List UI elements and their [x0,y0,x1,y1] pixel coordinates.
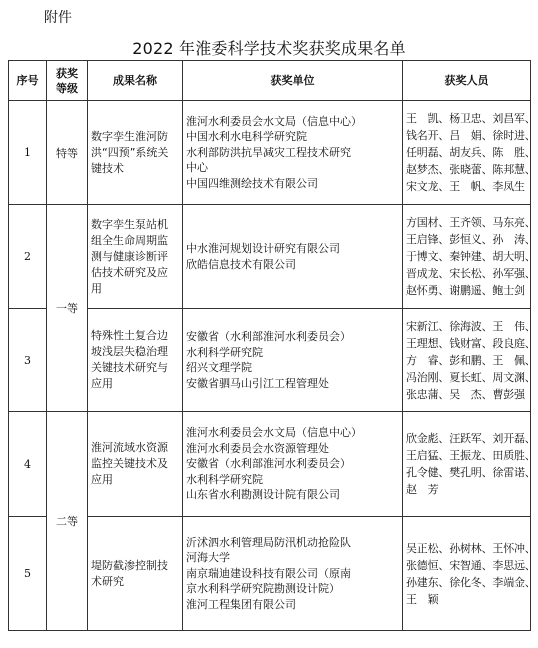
achievement-name [88,517,183,631]
cell-line: 王启锋、彭恒义、孙 涛、 [406,233,536,246]
cell-line: 中水淮河规划设计研究有限公司 [186,242,340,255]
cell-line: 测与健康诊断评 [91,249,168,263]
cell-line: 数字孪生泵站机 [91,217,168,231]
cell-line: 任明磊、胡友兵、陈 胜、 [406,146,536,159]
cell-line: 淮河水利委员会水文局（信息中心） [186,114,362,128]
cell-line: 欣金彪、汪跃军、刘开磊、 [406,432,536,445]
cell-line: 赵怀勇、谢鹏遥、鲍士剑 [406,284,525,297]
award-level-second: 二等 [47,412,88,631]
cell-line: 王 颖 [406,592,439,606]
table-row [9,309,531,412]
achievement-name [88,101,183,205]
cell-line: 宋文龙、王 帆、李凤生 [406,180,525,193]
table-row [9,205,531,309]
cell-line: 宋新江、徐海波、王 伟、 [406,319,536,333]
header-level: 获奖等级 [47,61,88,101]
cell-line: 于博文、秦钟建、胡大明、 [406,250,536,263]
achievement-name [88,309,183,412]
cell-line: 淮河水利委员会水资源管理处 [186,441,329,455]
cell-line: 淮河水利委员会水文局（信息中心） [186,426,362,440]
cell-line: 水利科学研究院 [186,472,263,486]
cell-line: 用 [91,281,102,295]
cell-line: 冯治刚、夏长虹、周文渊、 [406,370,536,384]
cell-line: 应用 [91,473,113,486]
cell-line: 水利科学研究院 [186,345,263,359]
winning-units [183,309,403,412]
cell-line: 堤防截渗控制技 [91,558,168,572]
cell-line: 王理想、钱财富、段良庭、 [406,336,536,350]
cell-line: 安徽省（水利部淮河水利委员会） [186,330,351,343]
header-name: 成果名称 [88,61,183,101]
cell-line: 特殊性土复合边 [91,329,168,342]
table-header-row [9,61,531,101]
award-level-first: 一等 [47,205,88,412]
winning-units [183,412,403,517]
cell-line: 赵梦杰、张晓蕾、陈邦慧、 [406,163,536,176]
winners [403,309,536,412]
row-number: 1 [9,101,47,205]
table-row [9,517,531,631]
cell-line: 山东省水利勘测设计院有限公司 [186,488,340,502]
cell-line: 王 凯、杨卫忠、刘昌军、 [406,112,536,125]
cell-line: 洪“四预”系统关 [91,145,169,159]
cell-line: 京水利科学研究院勘测设计院） [186,582,340,596]
cell-line: 钱名开、吕 娟、徐时进、 [406,129,536,142]
row-number: 2 [9,205,47,309]
row-number: 5 [9,517,47,631]
cell-line: 中国四维测绘技术有限公司 [186,176,318,190]
cell-line: 淮河流域水资源 [91,441,168,454]
cell-line: 水利部防洪抗旱减灾工程技术研究 [186,145,351,159]
award-level-special: 特等 [47,101,88,205]
award-table [8,60,536,631]
cell-line: 坡浅层失稳治理 [91,345,168,358]
cell-line: 估技术研究及应 [91,265,168,279]
cell-line: 安徽省驷马山引江工程管理处 [186,376,329,390]
cell-line: 孔令健、樊孔明、徐雷诺、 [406,466,536,479]
cell-line: 监控关键技术及 [91,457,168,470]
header-unit: 获奖单位 [183,61,403,101]
winners [403,101,536,205]
cell-line: 应用 [91,377,113,390]
cell-line: 淮河工程集团有限公司 [186,597,296,611]
row-number: 4 [9,412,47,517]
winners [403,412,536,517]
header-people: 获奖人员 [403,61,531,101]
cell-line: 南京瑞迪建设科技有限公司（原南 [186,566,351,580]
winning-units [183,517,403,631]
table-row [9,101,531,205]
cell-line: 张忠蒲、吴 杰、曹彭强 [406,387,525,401]
cell-line: 吴正松、孙树林、王怀冲、 [406,541,536,555]
cell-line: 欣皓信息技术有限公司 [186,257,296,271]
cell-line: 方国材、王齐领、马东亮、 [406,216,536,229]
cell-line: 安徽省（水利部淮河水利委员会） [186,457,351,471]
page-title: 2022 年淮委科学技术奖获奖成果名单 [132,39,406,58]
cell-line: 方 睿、彭和鹏、王 佩、 [406,353,536,367]
cell-line: 术研究 [91,574,124,588]
cell-line: 孙建东、徐化冬、李端金、 [406,575,536,589]
cell-line: 赵 芳 [406,483,439,496]
cell-line: 中心 [186,161,208,175]
cell-line: 晋成龙、宋长松、孙军强、 [406,267,536,280]
cell-line: 绍兴文理学院 [186,361,252,374]
achievement-name [88,412,183,517]
winning-units [183,205,403,309]
achievement-name [88,205,183,309]
cell-line: 关键技术研究与 [91,361,168,374]
header-no: 序号 [9,61,47,101]
winners [403,517,536,631]
cell-line: 数字孪生淮河防 [91,129,168,143]
cell-line: 王启猛、王振龙、田质胜、 [406,449,536,462]
cell-line: 沂沭泗水利管理局防汛机动抢险队 [186,535,351,549]
cell-line: 组全生命周期监 [91,233,168,247]
cell-line: 键技术 [91,161,124,175]
table-row [9,412,531,517]
winning-units [183,101,403,205]
row-number: 3 [9,309,47,412]
cell-line: 河海大学 [186,551,230,565]
attachment-label: 附件 [44,10,72,26]
winners [403,205,536,309]
cell-line: 中国水利水电科学研究院 [186,130,307,144]
cell-line: 张德恒、宋智通、李思远、 [406,558,536,572]
